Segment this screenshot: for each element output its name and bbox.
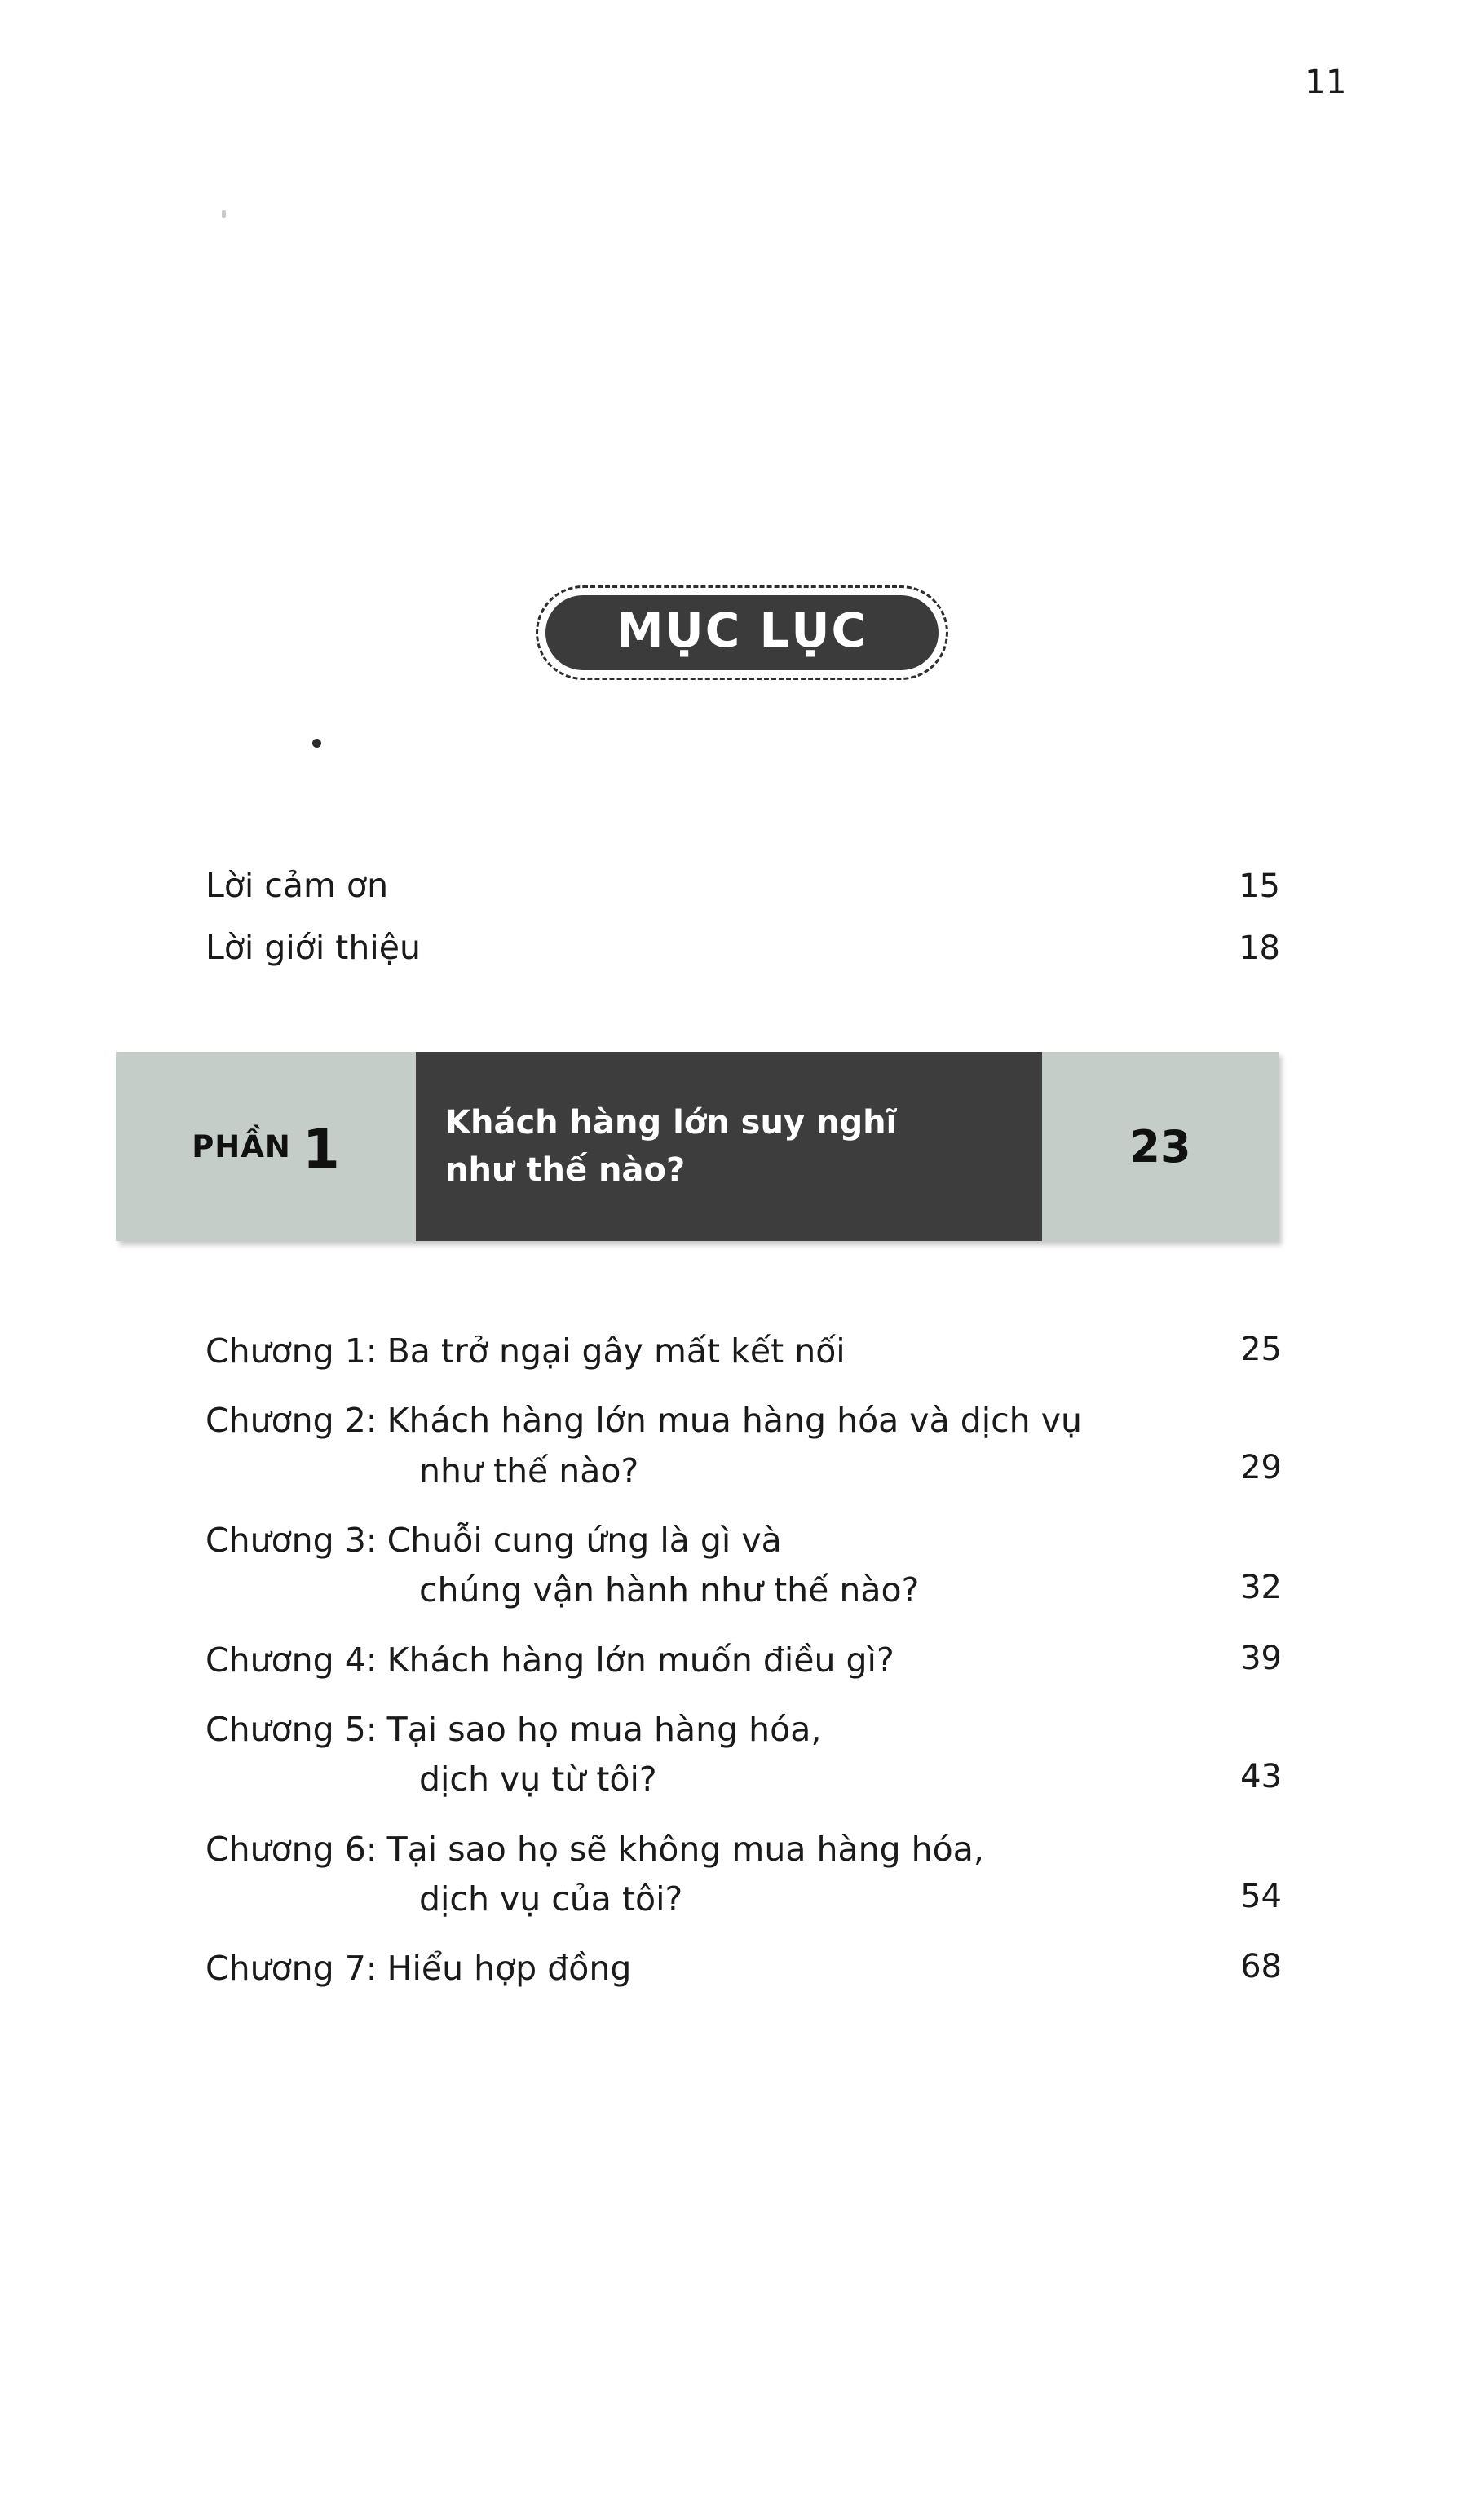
stray-mark (222, 210, 226, 218)
list-item[interactable] (205, 1827, 1282, 1923)
chapter-page: 39 (1240, 1639, 1282, 1677)
list-item[interactable] (205, 1638, 1282, 1683)
chapter-title-line1: Khách hàng lớn mua hàng hóa và dịch vụ (386, 1401, 1082, 1441)
chapter-page: 29 (1240, 1449, 1282, 1487)
chapter-page: 68 (1240, 1948, 1282, 1986)
part-banner-left (116, 1052, 416, 1241)
part-title-line1: Khách hàng lớn suy nghĩ (445, 1104, 898, 1142)
part-title (445, 1099, 897, 1194)
chapter-title-line2: dịch vụ của tôi? (419, 1879, 683, 1919)
frontmatter-label: Lời giới thiệu (205, 927, 421, 967)
stray-mark (312, 739, 321, 748)
chapter-title-line2: dịch vụ từ tôi? (419, 1760, 657, 1799)
chapter-label: Chương 6: (205, 1829, 378, 1869)
chapter-title-line2: chúng vận hành như thế nào? (419, 1570, 920, 1610)
chapter-page: 54 (1240, 1877, 1282, 1915)
part-banner-center (416, 1052, 1042, 1241)
part-number: 1 (302, 1118, 340, 1181)
frontmatter-page: 15 (1239, 868, 1280, 905)
chapter-title-line1: Chuỗi cung ứng là gì và (386, 1521, 782, 1561)
page-number: 11 (1305, 64, 1347, 101)
page-title (0, 585, 1484, 680)
list-item[interactable] (205, 922, 1280, 974)
chapter-title-line1: Khách hàng lớn muốn điều gì? (386, 1640, 894, 1680)
list-item[interactable] (205, 1707, 1282, 1803)
chapter-label: Chương 7: (205, 1949, 378, 1989)
chapter-label: Chương 1: (205, 1331, 378, 1371)
part-title-line2: như thế nào? (445, 1151, 686, 1189)
part-page-number: 23 (1129, 1120, 1191, 1172)
chapter-page: 43 (1240, 1758, 1282, 1796)
chapter-label: Chương 4: (205, 1640, 378, 1680)
title-badge (545, 595, 939, 670)
list-item[interactable] (205, 1398, 1282, 1494)
chapter-title-line1: Tại sao họ mua hàng hóa, (386, 1710, 822, 1750)
frontmatter-label: Lời cảm ơn (205, 866, 389, 905)
chapter-label: Chương 3: (205, 1521, 378, 1561)
chapter-label: Chương 2: (205, 1401, 378, 1441)
part-banner[interactable] (116, 1052, 1279, 1241)
chapter-title-line1: Tại sao họ sẽ không mua hàng hóa, (386, 1829, 984, 1869)
chapter-page: 25 (1240, 1331, 1282, 1368)
list-item[interactable] (205, 1518, 1282, 1614)
frontmatter-page: 18 (1239, 929, 1280, 967)
list-item[interactable] (205, 860, 1280, 912)
title-text: MỤC LỤC (616, 603, 868, 658)
chapter-title-line1: Ba trở ngại gây mất kết nối (386, 1331, 846, 1371)
chapter-page: 32 (1240, 1569, 1282, 1607)
chapter-list (205, 1329, 1282, 2016)
list-item[interactable] (205, 1329, 1282, 1374)
chapter-title-line1: Hiểu hợp đồng (386, 1949, 632, 1989)
frontmatter-list (205, 860, 1280, 983)
part-label: PHẦN (192, 1128, 291, 1164)
chapter-title-line2: như thế nào? (419, 1451, 639, 1490)
chapter-label: Chương 5: (205, 1710, 378, 1750)
title-badge-outline (536, 585, 948, 680)
part-banner-right (1042, 1052, 1279, 1241)
list-item[interactable] (205, 1946, 1282, 1991)
